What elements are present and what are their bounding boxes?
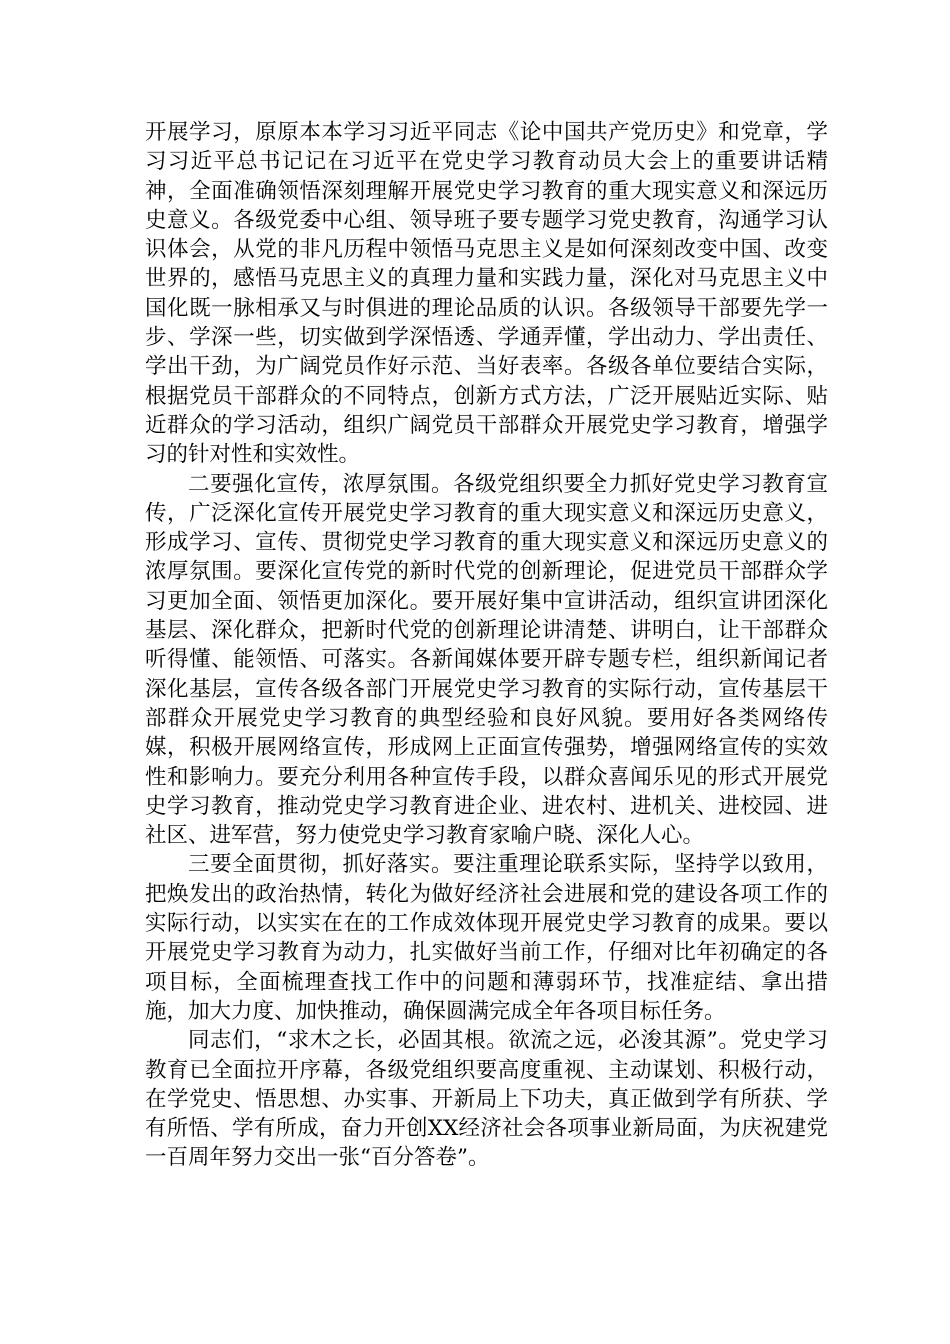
document-body	[145, 118, 828, 1173]
paragraph-study: 开展学习，原原本本学习习近平同志《论中国共产党历史》和党章，学习习近平总书记记在习近平在党史学习教育动员大会上的重要讲话精神，全面准确领悟深刻理解开展党史学习教育的重大现实意义和深远历史意义。各级党委中心组、领导班子要专题学习党史教育，沟通学习认识体会，从党的非凡历程中领悟马克思主义是如何深刻改变中国、改变世界的，感悟马克思主义的真理力量和实践力量，深化对马克思主义中国化既一脉相承又与时俱进的理论品质的认识。各级领导干部要先学一步、学深一些，切实做到学深悟透、学通弄懂，学出动力、学出责任、学出干劲，为广阔党员作好示范、当好表率。各级各单位要结合实际，根据党员干部群众的不同特点，创新方式方法，广泛开展贴近实际、贴近群众的学习活动，组织广阔党员干部群众开展党史学习教育，增强学习的针对性和实效性。	[145, 120, 828, 468]
paragraph-implementation: 三要全面贯彻，抓好落实。要注重理论联系实际，坚持学以致用，把焕发出的政治热情，转化为做好经济社会进展和党的建设各项工作的实际行动，以实实在在的工作成效体现开展党史学习教育的成果。要以开展党史学习教育为动力，扎实做好当前工作，仔细对比年初确定的各项目标，全面梳理查找工作中的问题和薄弱环节，找准症结、拿出措施，加大力度、加快推动，确保圆满完成全年各项目标任务。	[145, 852, 828, 1024]
paragraph-closing: 同志们，“求木之长，必固其根。欲流之远，必浚其源”。党史学习教育已全面拉开序幕，各级党组织要高度重视、主动谋划、积极行动，在学党史、悟思想、办实事、开新局上下功夫，真正做到学有所获、学有所悟、学有所成，奋力开创XX经济社会各项事业新局面，为庆祝建党一百周年努力交出一张“百分答卷”。	[145, 1028, 828, 1171]
paragraph-publicity: 二要强化宣传，浓厚氛围。各级党组织要全力抓好党史学习教育宣传，广泛深化宣传开展党史学习教育的重大现实意义和深远历史意义，形成学习、宣传、贯彻党史学习教育的重大现实意义和深远历史意义的浓厚氛围。要深化宣传党的新时代党的创新理论，促进党员干部群众学习更加全面、领悟更加深化。要开展好集中宣讲活动，组织宣讲团深化基层、深化群众，把新时代党的创新理论讲清楚、讲明白，让干部群众听得懂、能领悟、可落实。各新闻媒体要开辟专题专栏，组织新闻记者深化基层，宣传各级各部门开展党史学习教育的实际行动，宣传基层干部群众开展党史学习教育的典型经验和良好风貌。要用好各类网络传媒，积极开展网络宣传，形成网上正面宣传强势，增强网络宣传的实效性和影响力。要充分利用各种宣传手段，以群众喜闻乐见的形式开展党史学习教育，推动党史学习教育进企业、进农村、进机关、进校园、进社区、进军营，努力使党史学习教育家喻户晓、深化人心。	[145, 471, 828, 849]
